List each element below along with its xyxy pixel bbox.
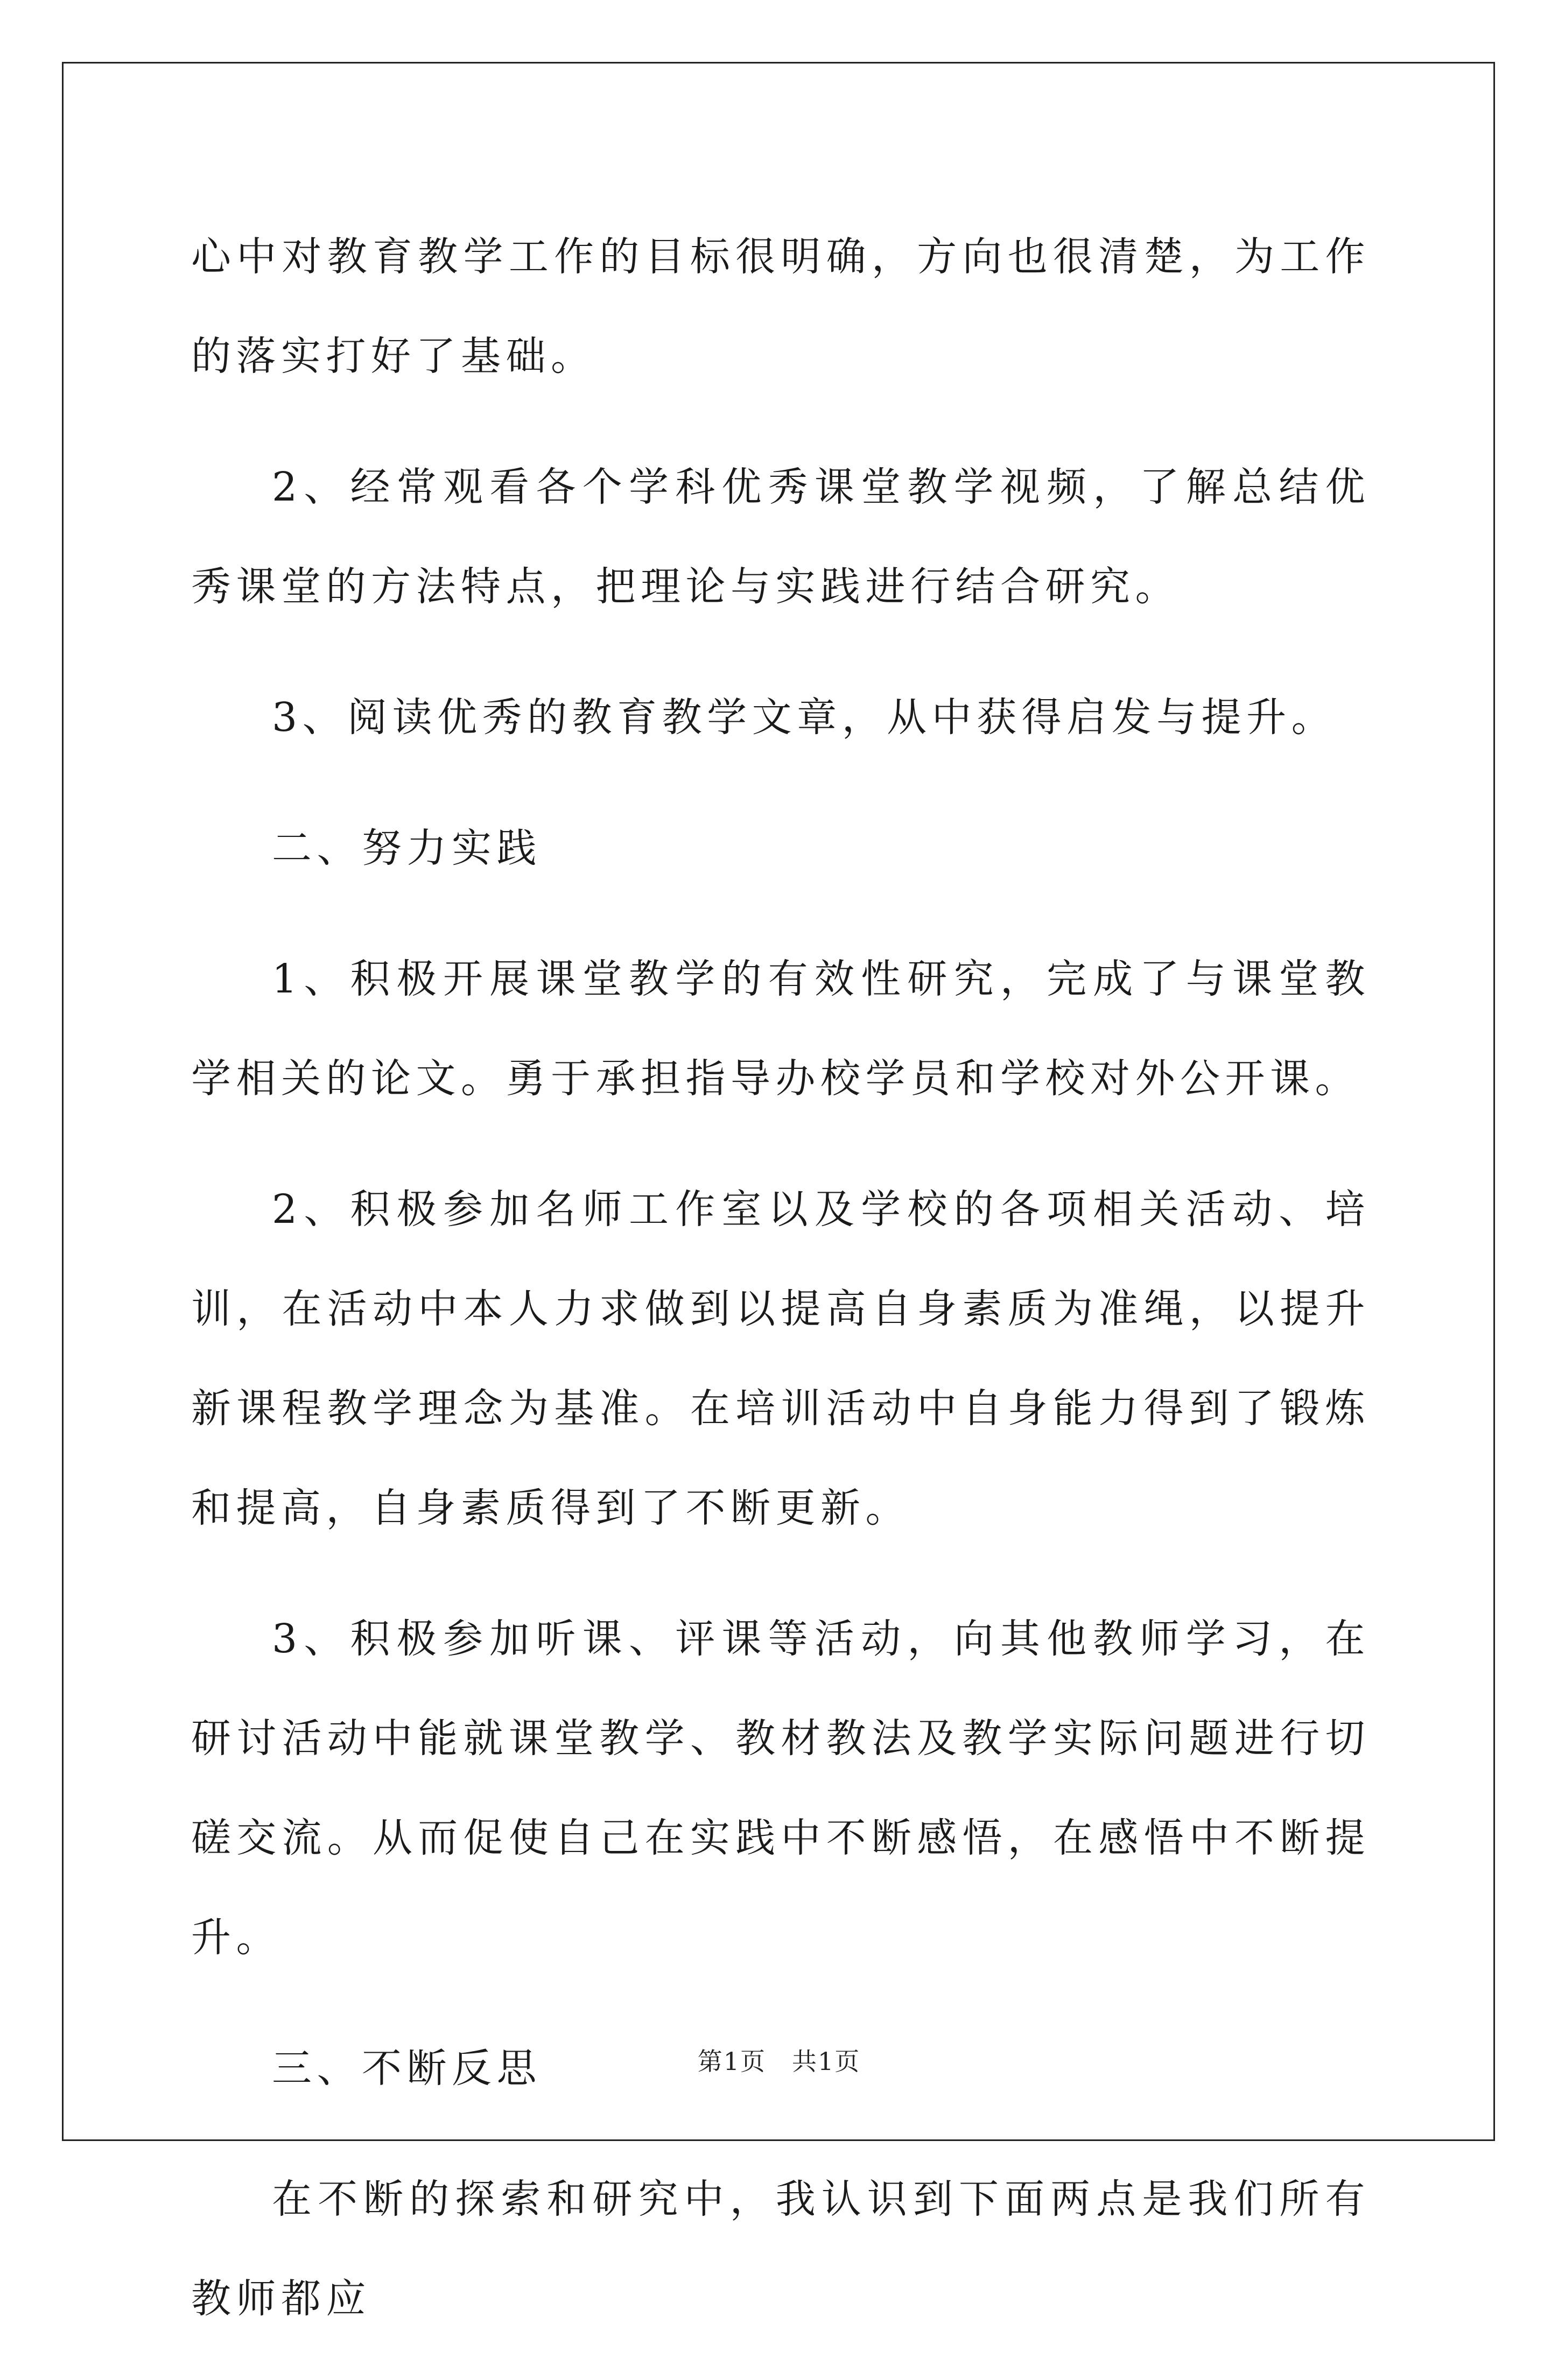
paragraph-practice-3: 3、积极参加听课、评课等活动，向其他教师学习，在研讨活动中能就课堂教学、教材教法及教学实际问题进行切磋交流。从而促使自己在实践中不断感悟，在感悟中不断提升。	[191, 1616, 1370, 1961]
paragraph-continuation: 心中对教育教学工作的目标很明确，方向也很清楚，为工作的落实打好了基础。	[191, 234, 1370, 379]
page-number-footer: 第1页 共1页	[697, 2047, 861, 2076]
section-heading-reflection: 三、不断反思	[272, 2045, 542, 2092]
paragraph-item-3: 3、阅读优秀的教育教学文章，从中获得启发与提升。	[272, 694, 1337, 741]
paragraph-item-2: 2、经常观看各个学科优秀课堂教学视频，了解总结优秀课堂的方法特点，把理论与实践进行结合研究。	[191, 464, 1370, 610]
section-heading-practice: 二、努力实践	[272, 825, 542, 871]
paragraph-reflection: 在不断的探索和研究中，我认识到下面两点是我们所有教师都应	[191, 2176, 1370, 2322]
paragraph-practice-1: 1、积极开展课堂教学的有效性研究，完成了与课堂教学相关的论文。勇于承担指导办校学员和学校对外公开课。	[191, 956, 1370, 1102]
paragraph-practice-2: 2、积极参加名师工作室以及学校的各项相关活动、培训，在活动中本人力求做到以提高自身素质为准绳，以提升新课程教学理念为基准。在培训活动中自身能力得到了锻炼和提高，自身素质得到了不断更新。	[191, 1186, 1370, 1531]
